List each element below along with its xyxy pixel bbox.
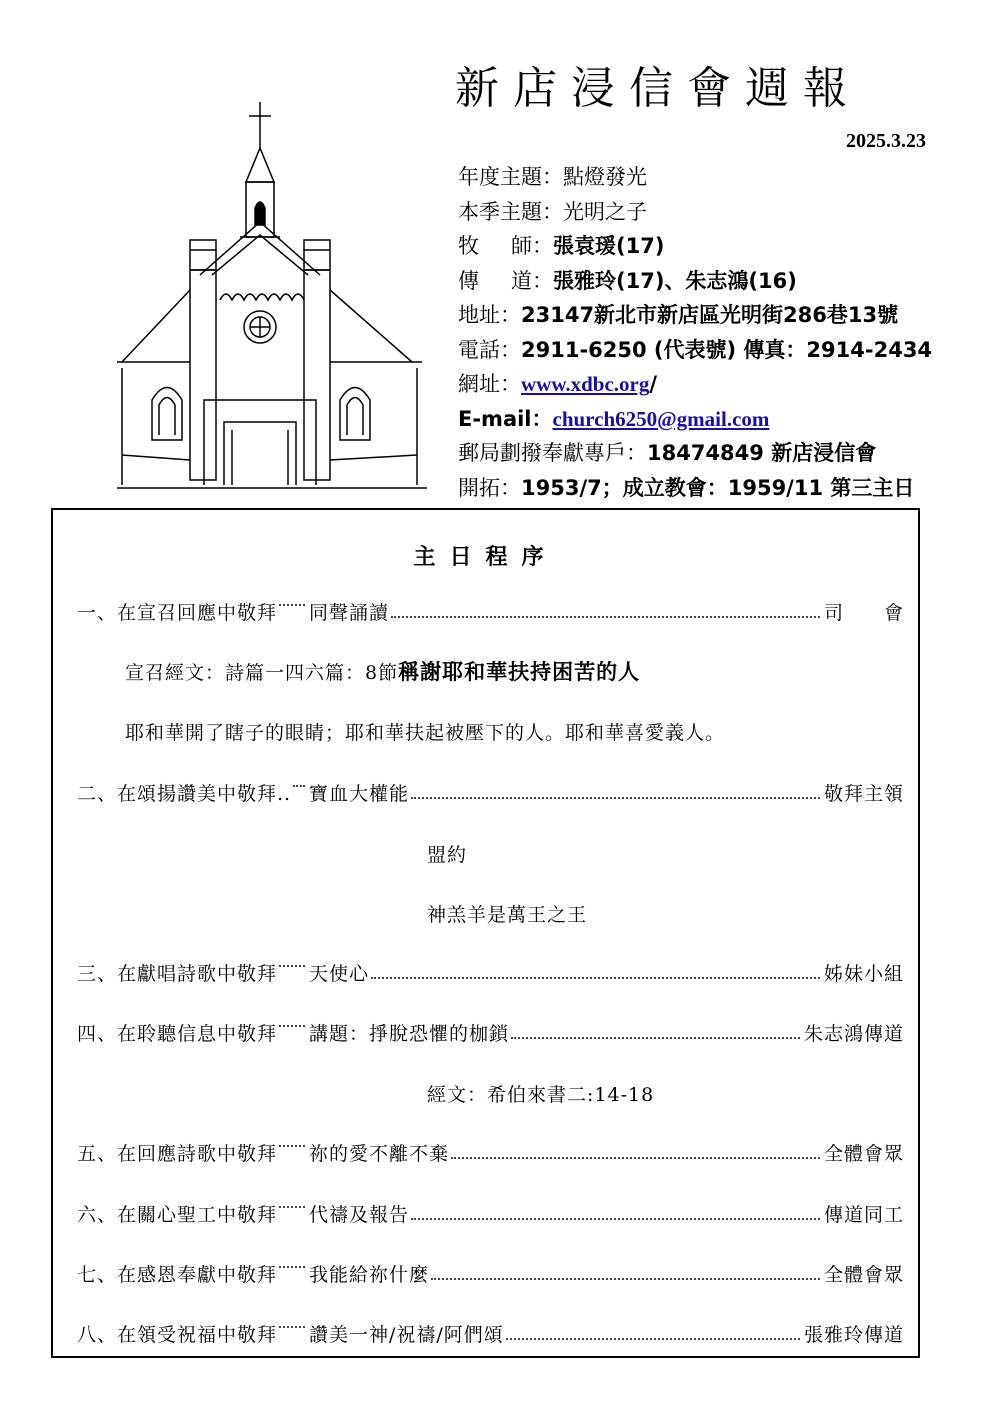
info-theme-season: 本季主題：光明之子 [458, 199, 647, 224]
info-address: 地址：23147新北市新店區光明街286巷13號 [458, 303, 899, 327]
info-pastor: 牧 師： 張袁瑗(17) [458, 234, 665, 258]
program-title: 主日程序 [413, 544, 558, 570]
program-item: 二、在頌揚讚美中敬拜.. 寶血大權能 敬拜主領 [77, 782, 904, 805]
call-verse: 宣召經文：詩篇一四六篇：8節稱謝耶和華扶持困苦的人 [125, 659, 641, 684]
info-phone: 電話：2911-6250 (代表號) 傳真：2914-2434 [458, 337, 933, 362]
program-item: 五、在回應詩歌中敬拜 祢的愛不離不棄 全體會眾 [77, 1142, 904, 1165]
call-verse-text: 耶和華開了瞎子的眼睛；耶和華扶起被壓下的人。耶和華喜愛義人。 [125, 722, 726, 744]
page-title: 新店浸信會週報 [455, 63, 861, 114]
info-theme-year: 年度主題：點燈發光 [458, 165, 647, 189]
program-item: 七、在感恩奉獻中敬拜 我能給祢什麼 全體會眾 [77, 1263, 904, 1286]
info-website: 網址：www.xdbc.org/ [458, 372, 658, 396]
scripture: 經文：希伯來書二:14-18 [427, 1084, 655, 1106]
program-box [51, 508, 920, 1358]
song-extra: 盟約 [427, 844, 468, 866]
program-item: 八、在領受祝福中敬拜 讚美一神/祝禱/阿們頌 張雅玲傳道 [77, 1323, 904, 1346]
program-item: 六、在關心聖工中敬拜 代禱及報告 傳道同工 [77, 1203, 904, 1226]
website-link[interactable]: www.xdbc.org [521, 372, 650, 396]
program-item: 一、在宣召回應中敬拜 同聲誦讀 司 會 [77, 601, 904, 624]
info-founded: 開拓：1953/7；成立教會：1959/11 第三主日 [458, 475, 915, 500]
song-extra: 神羔羊是萬王之王 [427, 904, 588, 926]
issue-date: 2025.3.23 [846, 130, 926, 152]
email-link[interactable]: church6250@gmail.com [552, 406, 770, 431]
program-item: 三、在獻唱詩歌中敬拜 天使心 姊妹小組 [77, 962, 904, 985]
info-email: E-mail：church6250@gmail.com [458, 406, 770, 431]
church-info [458, 160, 932, 505]
program-item: 四、在聆聽信息中敬拜 講題：掙脫恐懼的枷鎖 朱志鴻傳道 [77, 1022, 904, 1045]
church-illustration [112, 100, 432, 495]
info-preachers: 傳 道： 張雅玲(17)、朱志鴻(16) [458, 268, 797, 293]
info-postal-account: 郵局劃撥奉獻專戶：18474849 新店浸信會 [458, 441, 877, 465]
